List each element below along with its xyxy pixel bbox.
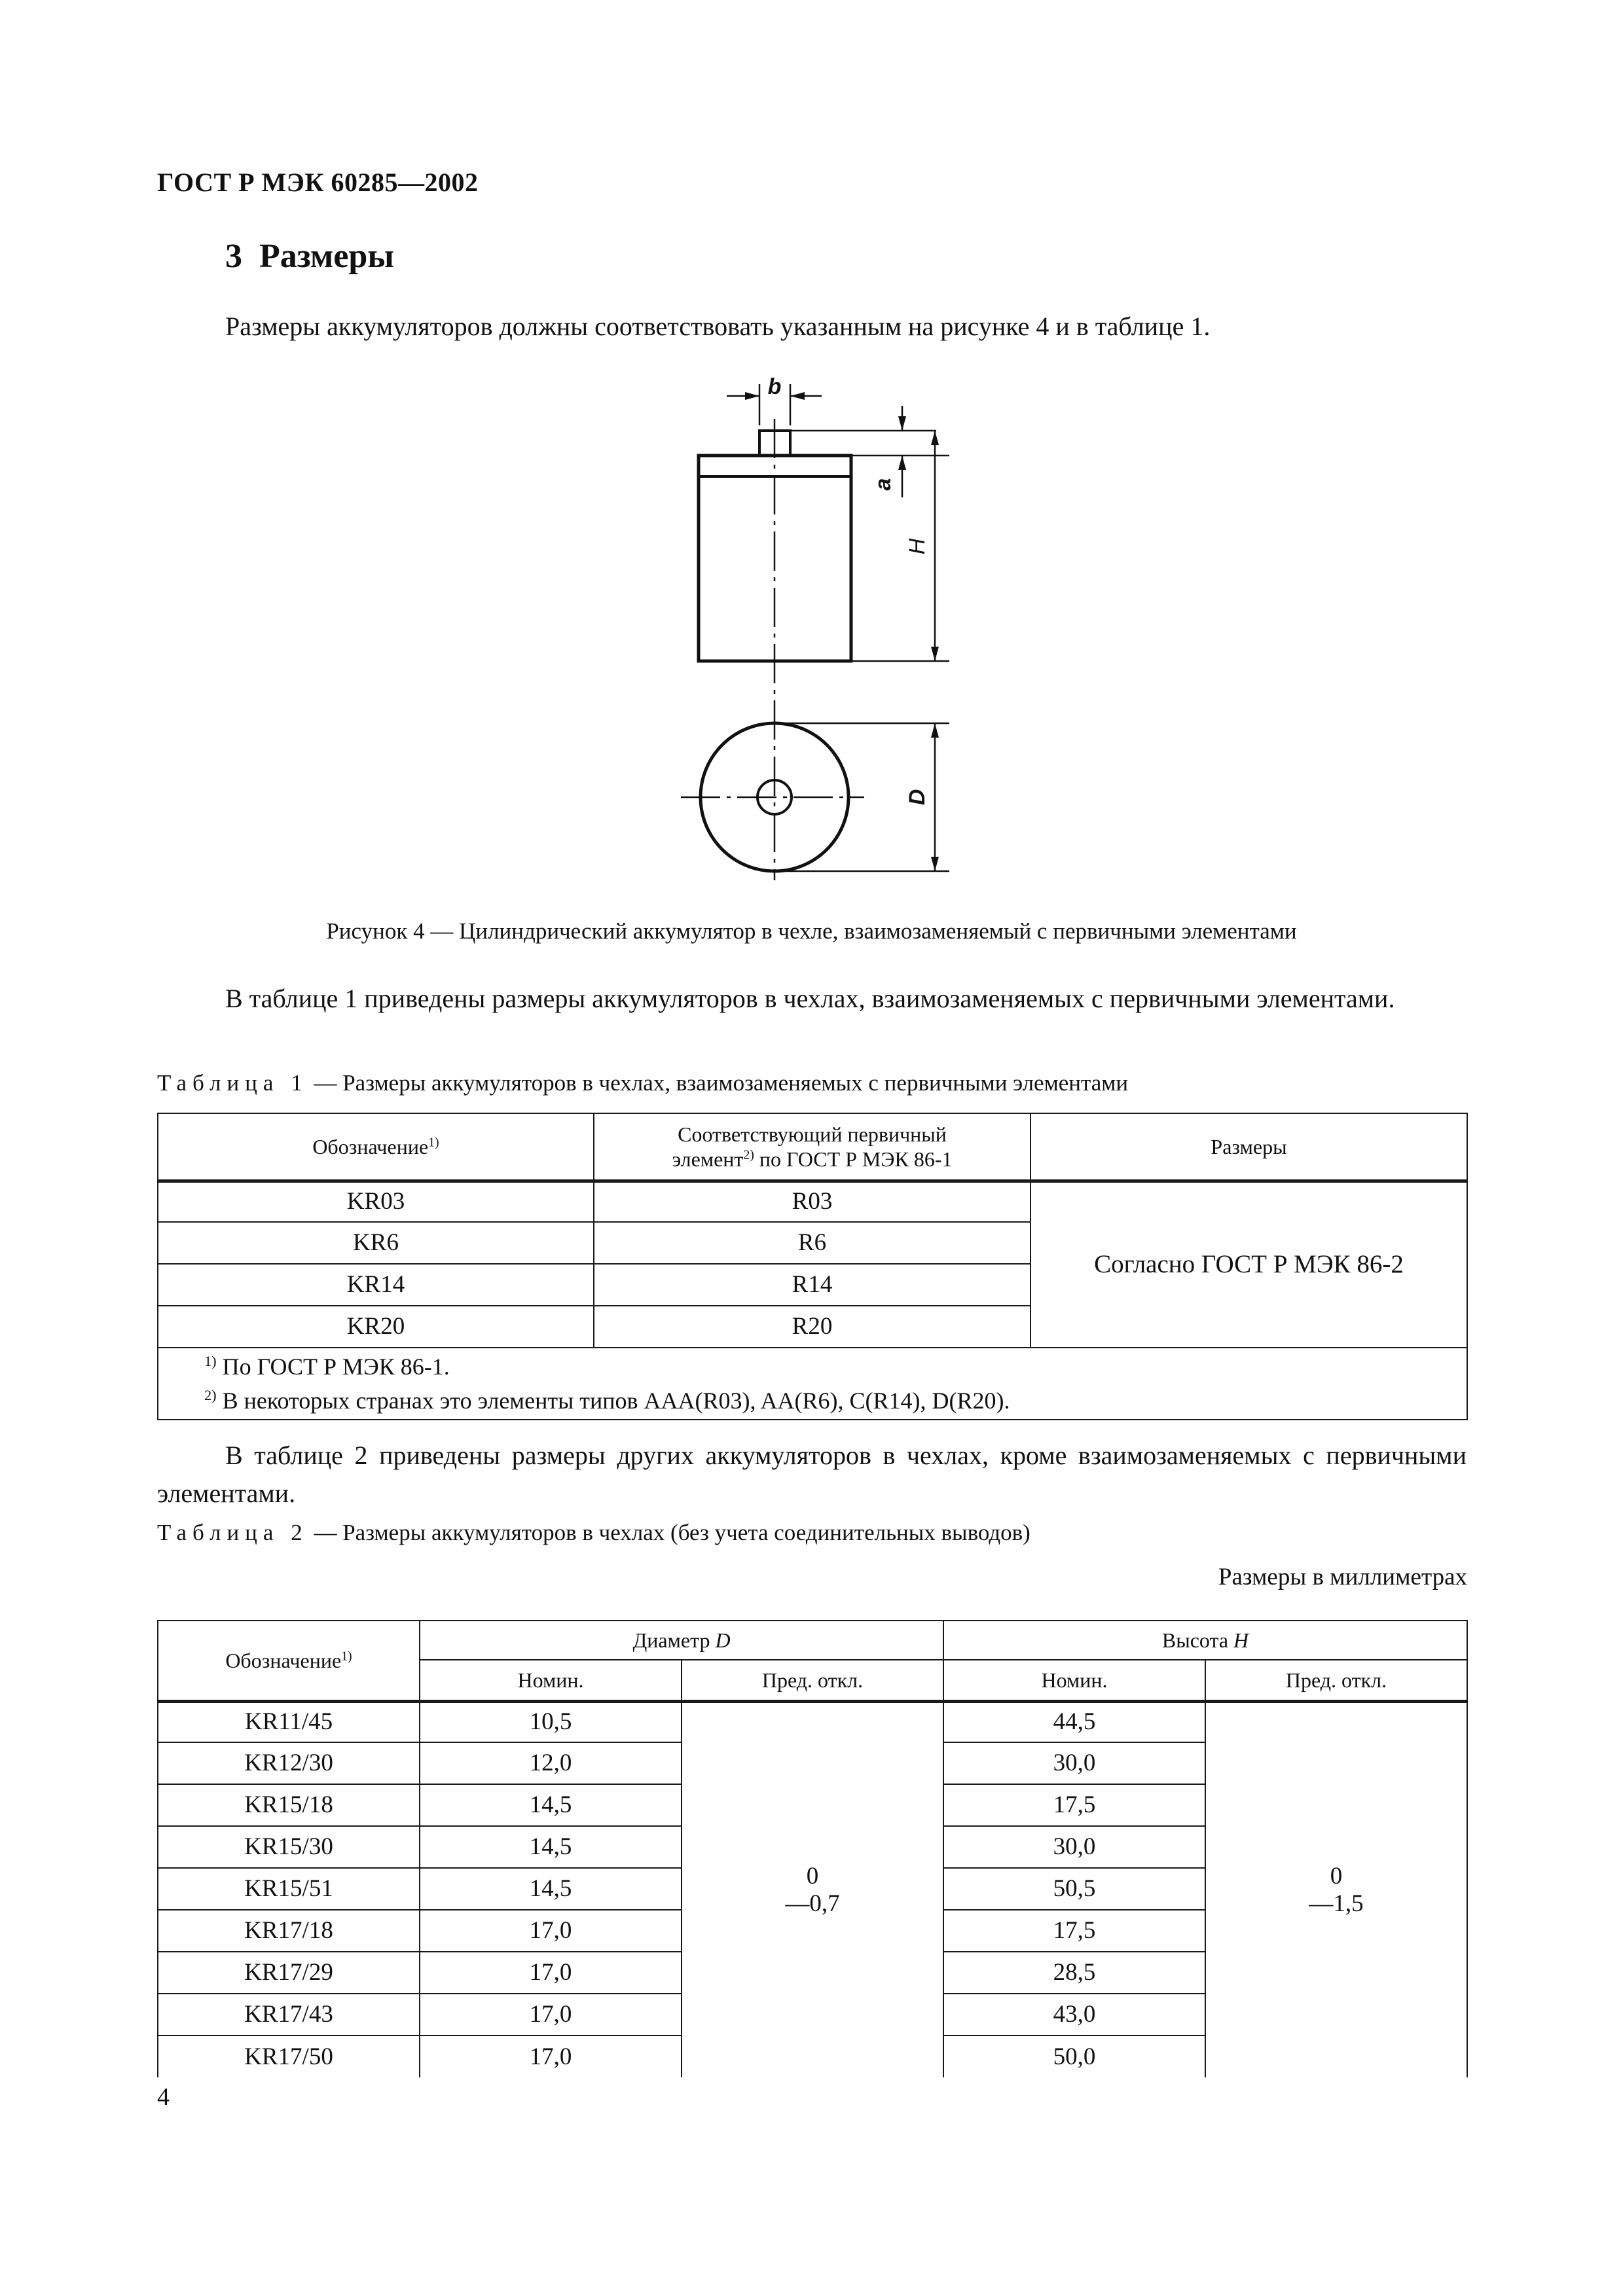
label-b: b — [767, 374, 782, 399]
table2-cell-diameter: 12,0 — [420, 1742, 682, 1784]
table2-cell-diameter: 17,0 — [420, 1910, 682, 1952]
table2-cell-diameter: 17,0 — [420, 2036, 682, 2077]
battery-drawing — [655, 367, 1021, 890]
table2-header-tolerance-h: Пред. откл. — [1205, 1660, 1467, 1701]
table2-cell-diameter-tolerance: 0 —0,7 — [682, 1701, 943, 2077]
table2-cell-height: 50,5 — [943, 1868, 1205, 1910]
table2-cell-designation: KR17/50 — [158, 2036, 420, 2077]
table1-header-primary: Соответствующий первичный элемент$^{2)}$ по ГОСТ Р МЭК 86-1 — [594, 1113, 1030, 1181]
table1-cell-designation: KR20 — [158, 1306, 594, 1348]
table1-cell-primary: R6 — [594, 1222, 1030, 1264]
dim-h-arrow-bottom — [931, 647, 939, 661]
table2-caption-prefix: Таблица 2 — [157, 1520, 308, 1545]
table-row — [158, 1181, 1467, 1222]
table2-cell-designation: KR17/43 — [158, 1994, 420, 2036]
dim-b-arrow-right — [790, 392, 805, 400]
table2-header-diameter: Диаметр D — [420, 1621, 943, 1660]
table1-cell-primary: R20 — [594, 1306, 1030, 1348]
table2-cell-diameter: 17,0 — [420, 1952, 682, 1994]
table2-cell-diameter: 10,5 — [420, 1701, 682, 1742]
table1-cell-primary: R14 — [594, 1264, 1030, 1306]
table1-caption-text: — Размеры аккумуляторов в чехлах, взаимозаменяемых с первичными элементами — [308, 1070, 1129, 1096]
table2-header-nominal-h: Номин. — [943, 1660, 1205, 1701]
table1-cell-designation: KR14 — [158, 1264, 594, 1306]
table2-cell-designation: KR17/29 — [158, 1952, 420, 1994]
document-code: ГОСТ Р МЭК 60285—2002 — [157, 168, 479, 197]
table2-cell-height: 17,5 — [943, 1784, 1205, 1826]
page-number: 4 — [157, 2083, 170, 2111]
table2-header-nominal-d: Номин. — [420, 1660, 682, 1701]
table2-cell-height: 28,5 — [943, 1952, 1205, 1994]
table2-header-height: Высота H — [943, 1621, 1467, 1660]
table1-footnotes — [158, 1348, 1467, 1420]
table1-header-dimensions: Размеры — [1030, 1113, 1467, 1181]
table1-cell-designation: KR6 — [158, 1222, 594, 1264]
table1-caption — [157, 1070, 1128, 1096]
section-number: 3 — [225, 238, 242, 275]
dim-d-arrow-top — [931, 723, 939, 738]
table2-cell-diameter: 14,5 — [420, 1868, 682, 1910]
dim-d-arrow-bottom — [931, 857, 939, 871]
table2-cell-height: 43,0 — [943, 1994, 1205, 2036]
table2-cell-diameter: 14,5 — [420, 1826, 682, 1868]
section-title: Размеры — [259, 238, 394, 275]
table1-intro: В таблице 1 приведены размеры аккумуляторов в чехлах, взаимозаменяемых с первичными элементами. — [225, 984, 1395, 1013]
table1-footnotes-row — [158, 1348, 1467, 1420]
dim-a-arrow-top — [898, 416, 906, 431]
section-heading — [225, 237, 394, 276]
table2-cell-height: 30,0 — [943, 1742, 1205, 1784]
figure-caption: Рисунок 4 — Цилиндрический аккумулятор в чехле, взаимозаменяемый с первичными элементами — [326, 918, 1297, 944]
table2-header-tolerance-d: Пред. откл. — [682, 1660, 943, 1701]
table1-caption-prefix: Таблица 1 — [157, 1070, 308, 1096]
table2-cell-height: 50,0 — [943, 2036, 1205, 2077]
table1-cell-dimensions: Согласно ГОСТ Р МЭК 86-2 — [1030, 1181, 1467, 1348]
label-h: H — [905, 538, 930, 555]
table2-caption-text: — Размеры аккумуляторов в чехлах (без учета соединительных выводов) — [308, 1520, 1030, 1545]
table2-cell-designation: KR17/18 — [158, 1910, 420, 1952]
table2 — [157, 1620, 1468, 2077]
dim-b-arrow-left — [745, 392, 759, 400]
table1-cell-primary: R03 — [594, 1181, 1030, 1222]
label-d: D — [905, 789, 930, 806]
table1-header-row — [158, 1113, 1467, 1181]
footnote-1: $^{1)}$ По ГОСТ Р МЭК 86-1. — [204, 1353, 450, 1380]
table2-cell-designation: KR15/30 — [158, 1826, 420, 1868]
table2-cell-designation: KR12/30 — [158, 1742, 420, 1784]
table2-header-designation: Обозначение$^{1)}$ — [158, 1621, 420, 1701]
table2-cell-height: 17,5 — [943, 1910, 1205, 1952]
table1-cell-designation: KR03 — [158, 1181, 594, 1222]
table2-cell-diameter: 17,0 — [420, 1994, 682, 2036]
table2-intro: В таблице 2 приведены размеры других аккумуляторов в чехлах, кроме взаимозаменяемых с первичными элементами. — [157, 1441, 1467, 1508]
table2-cell-designation: KR15/18 — [158, 1784, 420, 1826]
table2-header-row-1 — [158, 1621, 1467, 1660]
table1-header-designation: Обозначение$^{1)}$ — [158, 1113, 594, 1181]
intro-paragraph: Размеры аккумуляторов должны соответствовать указанным на рисунке 4 и в таблице 1. — [225, 312, 1211, 341]
dim-h-arrow-top — [931, 431, 939, 445]
table-row — [158, 1701, 1467, 1742]
dim-a-arrow-bottom — [898, 456, 906, 470]
table2-cell-height: 44,5 — [943, 1701, 1205, 1742]
table2-caption — [157, 1520, 1030, 1546]
table1 — [157, 1113, 1468, 1420]
table2-cell-diameter: 14,5 — [420, 1784, 682, 1826]
table2-cell-height-tolerance: 0 —1,5 — [1205, 1701, 1467, 2077]
footnote-2: $^{2)}$ В некоторых странах это элементы типов AAA(R03), AA(R6), C(R14), D(R20). — [204, 1387, 1010, 1414]
label-a: a — [871, 478, 896, 491]
table2-cell-height: 30,0 — [943, 1826, 1205, 1868]
table2-cell-designation: KR11/45 — [158, 1701, 420, 1742]
table2-cell-designation: KR15/51 — [158, 1868, 420, 1910]
units-label: Размеры в миллиметрах — [1218, 1564, 1467, 1590]
